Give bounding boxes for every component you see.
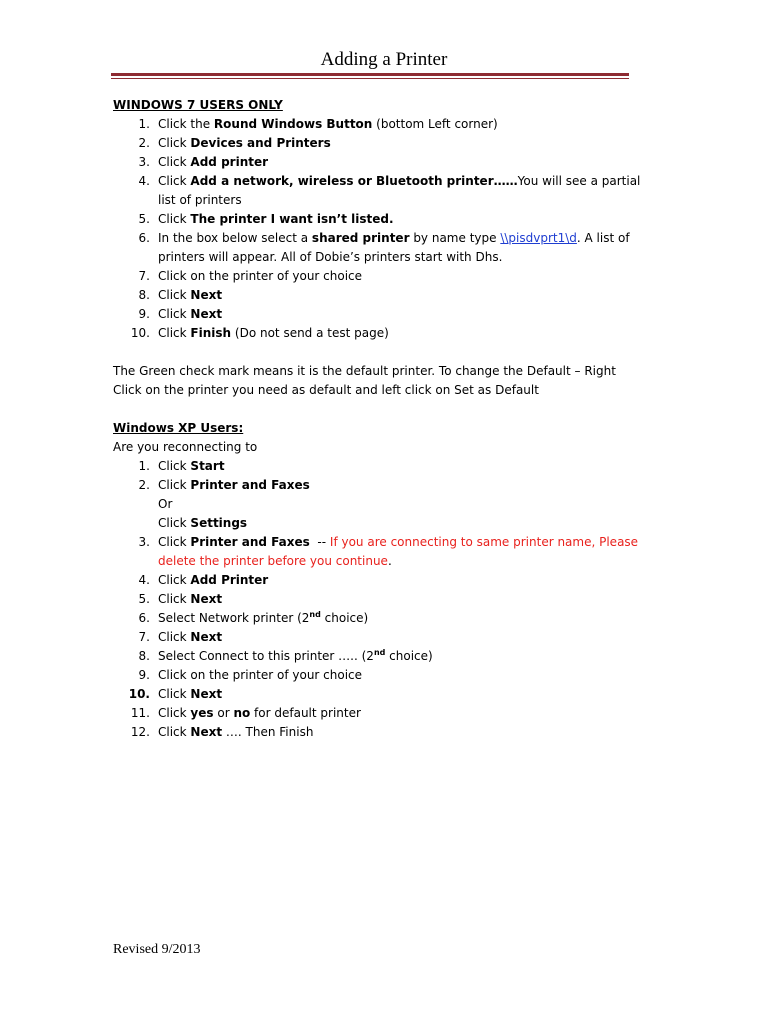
step-text: (bottom Left corner): [372, 117, 498, 131]
step-number: 9.: [138, 668, 150, 682]
step-bold: Finish: [190, 326, 232, 340]
title-rule-thin: [111, 78, 629, 79]
step-text: Click: [158, 725, 191, 739]
step-text: Click: [158, 326, 191, 340]
step-number: 3.: [138, 155, 150, 169]
step-number: 2.: [138, 136, 150, 150]
step-text: (Do not send a test page): [231, 326, 389, 340]
step-bold: Add a network, wireless or Bluetooth printer……: [190, 174, 518, 188]
step-text: or: [213, 706, 234, 720]
step-number: 6.: [138, 231, 150, 245]
step-number: 7.: [138, 269, 150, 283]
ordinal-suffix: nd: [373, 648, 386, 657]
step-bold: Printer and Faxes: [190, 478, 310, 492]
step-text: . A list of printers will appear. All of Dobie’s printers start with Dhs.: [158, 231, 630, 264]
step-bold: Next: [190, 725, 223, 739]
default-printer-note: The Green check mark means it is the default printer. To change the Default – Right Click on the printer you need as default and left click on Set as Default: [113, 364, 616, 397]
step-text: Click: [158, 706, 191, 720]
step-text: .: [387, 554, 392, 568]
title-rule-thick: [111, 73, 629, 76]
step-bold: Add printer: [190, 155, 269, 169]
step-text: Click: [158, 136, 191, 150]
step-text: for default printer: [250, 706, 361, 720]
spacer: [113, 400, 643, 419]
step-text: Click: [158, 212, 191, 226]
list-item: [113, 495, 643, 514]
list-item: [113, 267, 643, 286]
win7-steps: [113, 115, 643, 343]
step-text: You will see a partial list of printers: [158, 174, 641, 207]
step-bold: shared printer: [311, 231, 410, 245]
step-text: Or: [158, 497, 173, 511]
list-item: [113, 476, 643, 495]
step-number: 1.: [138, 117, 150, 131]
step-text: Click: [158, 155, 191, 169]
step-number: 10.: [128, 687, 150, 701]
step-text: Select Connect to this printer ….. (2: [158, 649, 374, 663]
step-text: Click: [158, 174, 191, 188]
list-item: [113, 723, 643, 742]
step-text: Click: [158, 573, 191, 587]
step-number: 12.: [130, 725, 150, 739]
step-text: Click: [158, 630, 191, 644]
step-bold: The printer I want isn’t listed.: [190, 212, 394, 226]
step-bold: Next: [190, 307, 223, 321]
revision-footer: Revised 9/2013: [113, 942, 201, 957]
list-item: [113, 666, 643, 685]
list-item: [113, 571, 643, 590]
step-text: Click the: [158, 117, 214, 131]
step-text: --: [309, 535, 330, 549]
step-text: Click on the printer of your choice: [158, 269, 363, 283]
step-text: Click on the printer of your choice: [158, 668, 363, 682]
step-text: Select Network printer (2: [158, 611, 310, 625]
list-item: [113, 172, 643, 210]
step-number: 11.: [130, 706, 150, 720]
step-number: 5.: [138, 212, 150, 226]
step-text: Click: [158, 516, 191, 530]
step-text: choice): [385, 649, 433, 663]
list-item: [113, 704, 643, 723]
step-text: Click: [158, 592, 191, 606]
step-number: 4.: [138, 174, 150, 188]
page-title: Adding a Printer: [320, 49, 448, 70]
step-text: In the box below select a: [158, 231, 312, 245]
win7-heading: WINDOWS 7 USERS ONLY: [113, 98, 283, 112]
step-number: 9.: [138, 307, 150, 321]
step-text: choice): [320, 611, 369, 625]
step-bold: Settings: [190, 516, 248, 530]
xp-heading: Windows XP Users:: [113, 421, 244, 435]
xp-intro: Are you reconnecting to: [113, 440, 258, 454]
step-text: Click: [158, 288, 191, 302]
step-number: 4.: [138, 573, 150, 587]
step-number: 5.: [138, 592, 150, 606]
list-item: [113, 590, 643, 609]
list-item: [113, 153, 643, 172]
printer-path-link[interactable]: \\pisdvprt1\d: [500, 231, 577, 245]
step-text: Click: [158, 687, 191, 701]
xp-steps: [113, 457, 643, 742]
list-item: [113, 457, 643, 476]
document-body: [113, 96, 643, 742]
step-number: 10.: [130, 326, 150, 340]
step-bold: Devices and Printers: [190, 136, 331, 150]
step-bold: Start: [190, 459, 225, 473]
list-item: [113, 647, 643, 666]
step-bold: no: [233, 706, 251, 720]
warning-text: If you are connecting to same printer name, Please delete the printer before you continue: [158, 535, 639, 568]
list-item: [113, 115, 643, 134]
list-item: [113, 514, 643, 533]
step-number: 6.: [138, 611, 150, 625]
spacer: [113, 343, 643, 362]
step-number: 7.: [138, 630, 150, 644]
list-item: [113, 134, 643, 153]
step-text: by name type: [409, 231, 501, 245]
step-bold: Add Printer: [190, 573, 269, 587]
list-item: [113, 533, 643, 571]
list-item: [113, 324, 643, 343]
step-number: 2.: [138, 478, 150, 492]
list-item: [113, 628, 643, 647]
step-text: Click: [158, 459, 191, 473]
list-item: [113, 609, 643, 628]
step-number: 1.: [138, 459, 150, 473]
step-bold: Round Windows Button: [213, 117, 373, 131]
step-text: Click: [158, 307, 191, 321]
list-item: [113, 305, 643, 324]
step-number: 8.: [138, 288, 150, 302]
step-text: …. Then Finish: [222, 725, 314, 739]
step-bold: Next: [190, 687, 223, 701]
list-item: [113, 210, 643, 229]
step-bold: Next: [190, 288, 223, 302]
step-number: 3.: [138, 535, 150, 549]
list-item: [113, 229, 643, 267]
step-bold: Printer and Faxes: [190, 535, 310, 549]
step-bold: yes: [190, 706, 214, 720]
step-bold: Next: [190, 592, 223, 606]
step-bold: Next: [190, 630, 223, 644]
list-item: [113, 286, 643, 305]
list-item: [113, 685, 643, 704]
step-text: Click: [158, 535, 191, 549]
ordinal-suffix: nd: [309, 610, 321, 619]
step-text: Click: [158, 478, 191, 492]
step-number: 8.: [138, 649, 150, 663]
